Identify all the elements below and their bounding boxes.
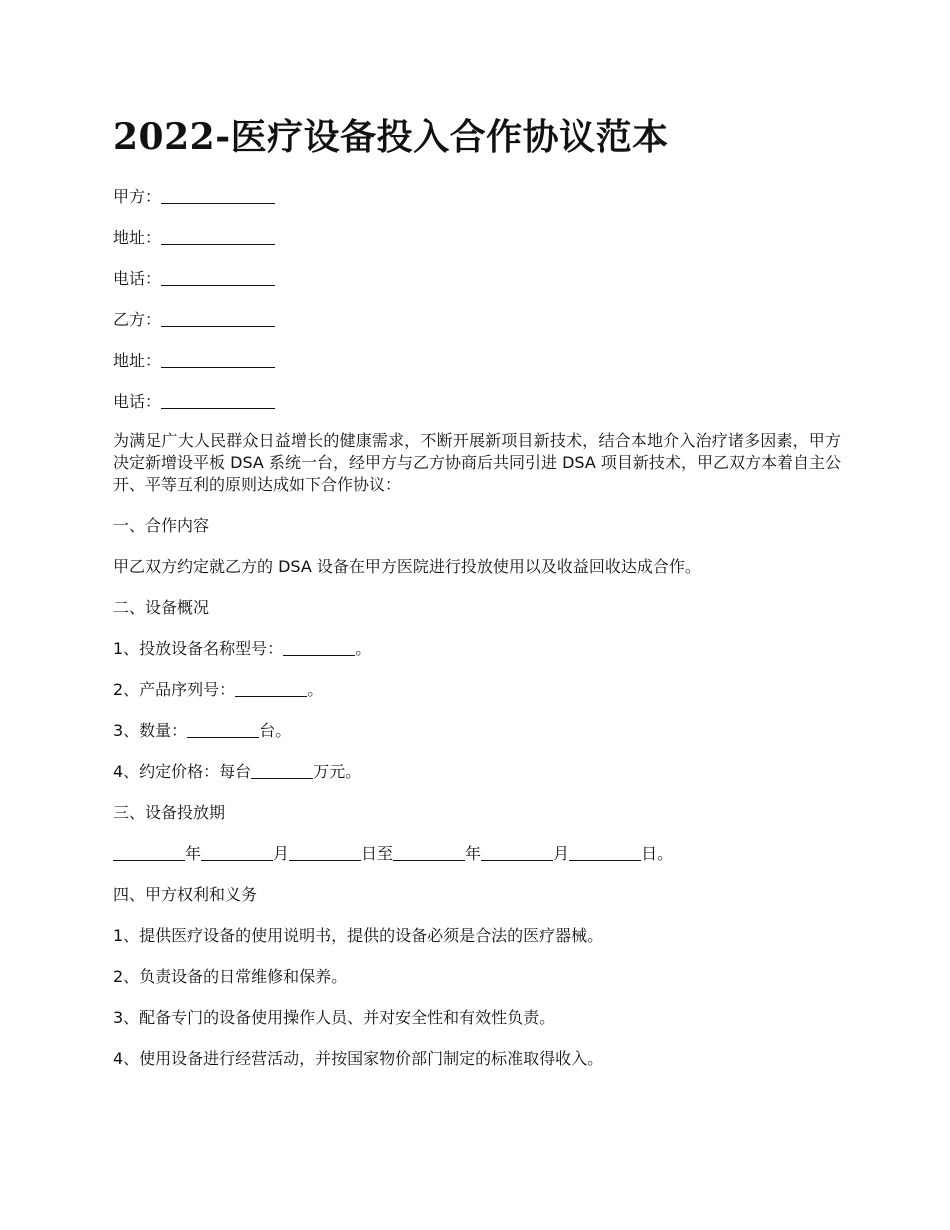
equipment-model-blank[interactable] [283, 639, 355, 656]
end-day-blank[interactable] [569, 844, 641, 861]
party-a-address-line [113, 227, 275, 249]
party-b-name-blank[interactable] [161, 310, 275, 327]
serial-number-label: 2、产品序列号： [113, 680, 236, 699]
quantity-line [113, 720, 291, 742]
party-b-phone-line [113, 391, 275, 413]
end-year-unit: 年 [465, 844, 482, 863]
party-a-duty-1: 1、提供医疗设备的使用说明书，提供的设备必须是合法的医疗器械。 [113, 926, 604, 945]
party-b-address-line [113, 350, 275, 372]
party-a-duty-4: 4、使用设备进行经营活动，并按国家物价部门制定的标准取得收入。 [113, 1049, 604, 1068]
party-a-address-blank[interactable] [161, 228, 275, 245]
section2-heading: 二、设备概况 [113, 598, 210, 617]
start-day-unit: 日至 [361, 844, 394, 863]
party-a-name-line [113, 186, 275, 208]
party-a-phone-blank[interactable] [161, 269, 275, 286]
equipment-model-label: 1、投放设备名称型号： [113, 639, 284, 658]
party-a-name-blank[interactable] [161, 187, 275, 204]
end-year-blank[interactable] [393, 844, 465, 861]
equipment-model-line [113, 638, 371, 660]
party-a-phone-label: 电话： [113, 269, 162, 288]
party-b-name-line [113, 309, 275, 331]
section3-heading: 三、设备投放期 [113, 803, 226, 822]
document-title: 2022-医疗设备投入合作协议范本 [113, 116, 669, 158]
quantity-blank[interactable] [187, 721, 259, 738]
price-line [113, 761, 361, 783]
party-a-name-label: 甲方： [113, 187, 162, 206]
placement-period-line [113, 843, 673, 865]
price-end: 万元。 [313, 762, 362, 781]
party-a-phone-line [113, 268, 275, 290]
party-b-phone-blank[interactable] [161, 392, 275, 409]
start-month-unit: 月 [273, 844, 290, 863]
quantity-label: 3、数量： [113, 721, 188, 740]
section1-text: 甲乙双方约定就乙方的 DSA 设备在甲方医院进行投放使用以及收益回收达成合作。 [113, 557, 701, 576]
party-b-address-blank[interactable] [161, 351, 275, 368]
quantity-end: 台。 [259, 721, 292, 740]
start-year-unit: 年 [185, 844, 202, 863]
party-b-phone-label: 电话： [113, 392, 162, 411]
start-year-blank[interactable] [113, 844, 185, 861]
start-day-blank[interactable] [289, 844, 361, 861]
price-blank[interactable] [251, 762, 313, 779]
end-month-unit: 月 [553, 844, 570, 863]
section1-heading: 一、合作内容 [113, 516, 210, 535]
equipment-model-end: 。 [355, 639, 372, 658]
section4-heading: 四、甲方权利和义务 [113, 885, 258, 904]
intro-paragraph: 为满足广大人民群众日益增长的健康需求，不断开展新项目新技术，结合本地介入治疗诸多因素，甲方决定新增设平板 DSA 系统一台，经甲方与乙方协商后共同引进 DSA 项目新技术，甲乙双方本着自主公开、平等互利的原则达成如下合作协议： [113, 431, 841, 494]
serial-number-end: 。 [307, 680, 324, 699]
serial-number-blank[interactable] [235, 680, 307, 697]
party-a-duty-2: 2、负责设备的日常维修和保养。 [113, 967, 348, 986]
party-a-address-label: 地址： [113, 228, 162, 247]
party-b-name-label: 乙方： [113, 310, 162, 329]
start-month-blank[interactable] [201, 844, 273, 861]
price-label: 4、约定价格：每台 [113, 762, 252, 781]
serial-number-line [113, 679, 323, 701]
end-day-unit: 日。 [641, 844, 674, 863]
party-b-address-label: 地址： [113, 351, 162, 370]
end-month-blank[interactable] [481, 844, 553, 861]
party-a-duty-3: 3、配备专门的设备使用操作人员、并对安全性和有效性负责。 [113, 1008, 556, 1027]
